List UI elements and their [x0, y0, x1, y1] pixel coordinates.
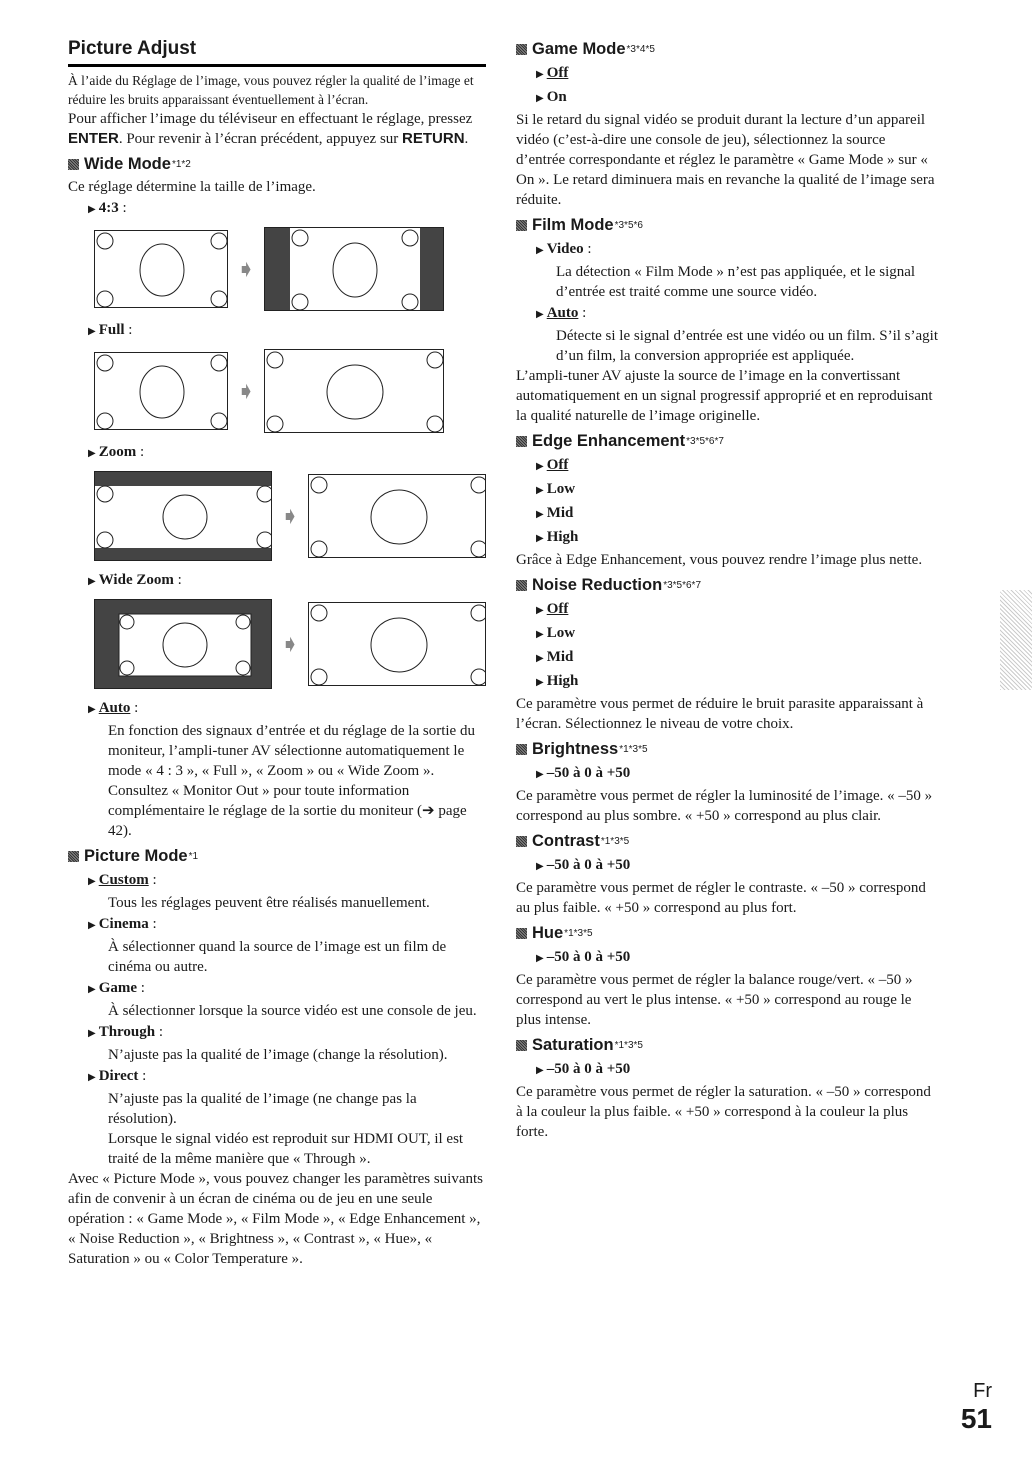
bullet-square-icon [516, 580, 527, 591]
option-game: ▶ Game : [88, 980, 145, 996]
diagram-widezoom [94, 599, 486, 689]
option-cinema: ▶ Cinema : [88, 916, 157, 932]
triangle-right-icon: ▶ [88, 920, 96, 931]
side-tab-marker [1000, 590, 1032, 690]
option-widezoom: ▶ Wide Zoom : [88, 572, 182, 588]
noise-desc: Ce paramètre vous permet de réduire le bruit parasite apparaissant à l’écran. Sélectionnez le niveau de votre choix. [516, 696, 924, 732]
saturation-heading: Saturation *1*3*5 [516, 1036, 938, 1055]
custom-desc: Tous les réglages peuvent être réalisés manuellement. [108, 895, 430, 911]
return-key: RETURN [402, 130, 465, 147]
direct-desc-2: Lorsque le signal vidéo est reproduit sur HDMI OUT, il est traité de la même manière que « Through ». [108, 1131, 464, 1167]
option-through: ▶ Through : [88, 1024, 164, 1040]
picture-mode-summary: Avec « Picture Mode », vous pouvez changer les paramètres suivants afin de convenir à un écran de cinéma ou de jeu en une seule opération : « Game Mode », « Film Mode », « Edge Enhancement », « Noise Reduction », « Brightness », « Contrast », « Hue», « Saturation » ou « Color Temperature ». [68, 1171, 484, 1267]
game-mode-desc: Si le retard du signal vidéo se produit durant la lecture d’un appareil vidéo (c’est-à-dire une console de jeu), sélectionnez la source d’entrée correspondante et réglez le paramètre « Game Mode » sur « On ». Le retard diminuera mais en revanche la qualité de l’image sera réduite. [516, 112, 935, 208]
option-full: ▶ Full : [88, 322, 133, 338]
direct-desc-1: N’ajuste pas la qualité de l’image (ne change pas la résolution). [108, 1091, 417, 1127]
page-language: Fr [973, 1380, 992, 1402]
option-video: ▶ Video : [536, 241, 592, 257]
hue-heading: Hue *1*3*5 [516, 924, 938, 943]
bullet-square-icon [516, 744, 527, 755]
auto-desc: Détecte si le signal d’entrée est une vidéo ou un film. S’il s’agit d’un film, la conversion appropriée est appliquée. [556, 328, 938, 364]
diagram-43 [94, 227, 486, 311]
triangle-right-icon: ▶ [88, 204, 96, 215]
triangle-right-icon: ▶ [536, 509, 544, 520]
option-43: ▶ 4:3 : [88, 200, 127, 216]
triangle-right-icon: ▶ [536, 245, 544, 256]
bullet-square-icon [68, 851, 79, 862]
triangle-right-icon: ▶ [536, 533, 544, 544]
diagram-full [94, 349, 486, 433]
through-desc: N’ajuste pas la qualité de l’image (change la résolution). [108, 1047, 448, 1063]
option-low: ▶ Low [536, 481, 576, 497]
saturation-range: ▶ –50 à 0 à +50 [536, 1061, 631, 1077]
option-custom: ▶ Custom : [88, 872, 157, 888]
bullet-square-icon [516, 1040, 527, 1051]
hue-range: ▶ –50 à 0 à +50 [536, 949, 631, 965]
picture-mode-heading: Picture Mode *1 [68, 847, 486, 866]
triangle-right-icon: ▶ [536, 1065, 544, 1076]
triangle-right-icon: ▶ [88, 1072, 96, 1083]
contrast-heading: Contrast *1*3*5 [516, 832, 938, 851]
option-auto: ▶ Auto : [536, 305, 587, 321]
option-mid: ▶ Mid [536, 649, 574, 665]
page-number-block [961, 1380, 992, 1435]
screen-source-icon [94, 230, 228, 308]
option-off: ▶ Off [536, 601, 569, 617]
option-auto: ▶ Auto : [88, 700, 139, 716]
option-high: ▶ High [536, 673, 579, 689]
game-desc: À sélectionner lorsque la source vidéo est une console de jeu. [108, 1003, 477, 1019]
option-direct: ▶ Direct : [88, 1068, 147, 1084]
triangle-right-icon: ▶ [88, 704, 96, 715]
contrast-range: ▶ –50 à 0 à +50 [536, 857, 631, 873]
option-zoom: ▶ Zoom : [88, 444, 145, 460]
triangle-right-icon: ▶ [536, 629, 544, 640]
wide-mode-desc: Ce réglage détermine la taille de l’image. [68, 179, 316, 195]
screen-source-icon [94, 352, 228, 430]
triangle-right-icon: ▶ [88, 876, 96, 887]
diagram-zoom [94, 471, 486, 561]
bullet-square-icon [516, 836, 527, 847]
triangle-right-icon: ▶ [536, 677, 544, 688]
screen-result-icon [308, 602, 486, 686]
arrow-right-icon: ➧ [236, 378, 257, 405]
triangle-right-icon: ▶ [536, 653, 544, 664]
triangle-right-icon: ▶ [536, 309, 544, 320]
triangle-right-icon: ▶ [88, 576, 96, 587]
brightness-heading: Brightness *1*3*5 [516, 740, 938, 759]
wide-mode-heading: Wide Mode *1*2 [68, 155, 486, 174]
triangle-right-icon: ▶ [536, 605, 544, 616]
screen-source-icon [94, 599, 272, 689]
triangle-right-icon: ▶ [536, 485, 544, 496]
enter-key: ENTER [68, 130, 119, 147]
triangle-right-icon: ▶ [88, 1028, 96, 1039]
page-title: Picture Adjust [68, 38, 486, 67]
contrast-desc: Ce paramètre vous permet de régler le contraste. « –50 » correspond au plus faible. « +50 » correspond au plus fort. [516, 880, 926, 916]
saturation-desc: Ce paramètre vous permet de régler la saturation. « –50 » correspond à la couleur la plus faible. « +50 » correspond à la couleur la plus forte. [516, 1084, 931, 1140]
option-off: ▶ Off [536, 457, 569, 473]
bullet-square-icon [516, 44, 527, 55]
game-mode-heading: Game Mode *3*4*5 [516, 40, 938, 59]
film-mode-desc: L’ampli-tuner AV ajuste la source de l’image en la convertissant automatiquement en un signal progressif approprié et en reproduisant la qualité naturelle de l’image originelle. [516, 368, 933, 424]
triangle-right-icon: ▶ [88, 448, 96, 459]
triangle-right-icon: ▶ [536, 769, 544, 780]
intro-text: Pour afficher l’image du téléviseur en effectuant le réglage, pressez ENTER. Pour revenir à l’écran précédent, appuyez sur RETURN. [68, 111, 473, 147]
noise-heading: Noise Reduction *3*5*6*7 [516, 576, 938, 595]
bullet-square-icon [516, 928, 527, 939]
brightness-desc: Ce paramètre vous permet de régler la luminosité de l’image. « –50 » correspond au plus sombre. « +50 » correspond au plus clair. [516, 788, 933, 824]
arrow-right-icon: ➧ [280, 631, 301, 658]
cinema-desc: À sélectionner quand la source de l’image est un film de cinéma ou autre. [108, 939, 447, 975]
triangle-right-icon: ▶ [88, 326, 96, 337]
option-off: ▶ Off [536, 65, 569, 81]
triangle-right-icon: ▶ [536, 93, 544, 104]
brightness-range: ▶ –50 à 0 à +50 [536, 765, 631, 781]
bullet-square-icon [68, 159, 79, 170]
screen-source-icon [94, 471, 272, 561]
bullet-square-icon [516, 436, 527, 447]
triangle-right-icon: ▶ [536, 861, 544, 872]
triangle-right-icon: ▶ [536, 953, 544, 964]
right-column [516, 40, 938, 1142]
hue-desc: Ce paramètre vous permet de régler la balance rouge/vert. « –50 » correspond au vert le plus intense. « +50 » correspond au rouge le plus intense. [516, 972, 913, 1028]
page-number: 51 [960, 1403, 992, 1434]
edge-heading: Edge Enhancement *3*5*6*7 [516, 432, 938, 451]
screen-result-icon [264, 349, 444, 433]
option-mid: ▶ Mid [536, 505, 574, 521]
triangle-right-icon: ▶ [88, 984, 96, 995]
screen-result-icon [264, 227, 444, 311]
left-column [68, 38, 486, 1269]
intro-small: À l’aide du Réglage de l’image, vous pouvez régler la qualité de l’image et réduire les bruits apparaissant éventuellement à l’écran. [68, 73, 474, 107]
triangle-right-icon: ▶ [536, 69, 544, 80]
option-high: ▶ High [536, 529, 579, 545]
arrow-right-icon: ➧ [236, 256, 257, 283]
edge-desc: Grâce à Edge Enhancement, vous pouvez rendre l’image plus nette. [516, 552, 923, 568]
triangle-right-icon: ▶ [536, 461, 544, 472]
arrow-right-icon: ➧ [280, 503, 301, 530]
screen-result-icon [308, 474, 486, 558]
auto-desc: En fonction des signaux d’entrée et du réglage de la sortie du moniteur, l’ampli-tuner AV sélectionne automatiquement le mode « 4 : 3 », « Full », « Zoom » ou « Wide Zoom ». Consultez « Monitor Out » pour toute information complémentaire le réglage de la sortie du moniteur (➔ page 42). [108, 723, 475, 839]
option-on: ▶ On [536, 89, 567, 105]
bullet-square-icon [516, 220, 527, 231]
option-low: ▶ Low [536, 625, 576, 641]
video-desc: La détection « Film Mode » n’est pas appliquée, et le signal d’entrée est traité comme une source vidéo. [556, 264, 916, 300]
film-mode-heading: Film Mode *3*5*6 [516, 216, 938, 235]
